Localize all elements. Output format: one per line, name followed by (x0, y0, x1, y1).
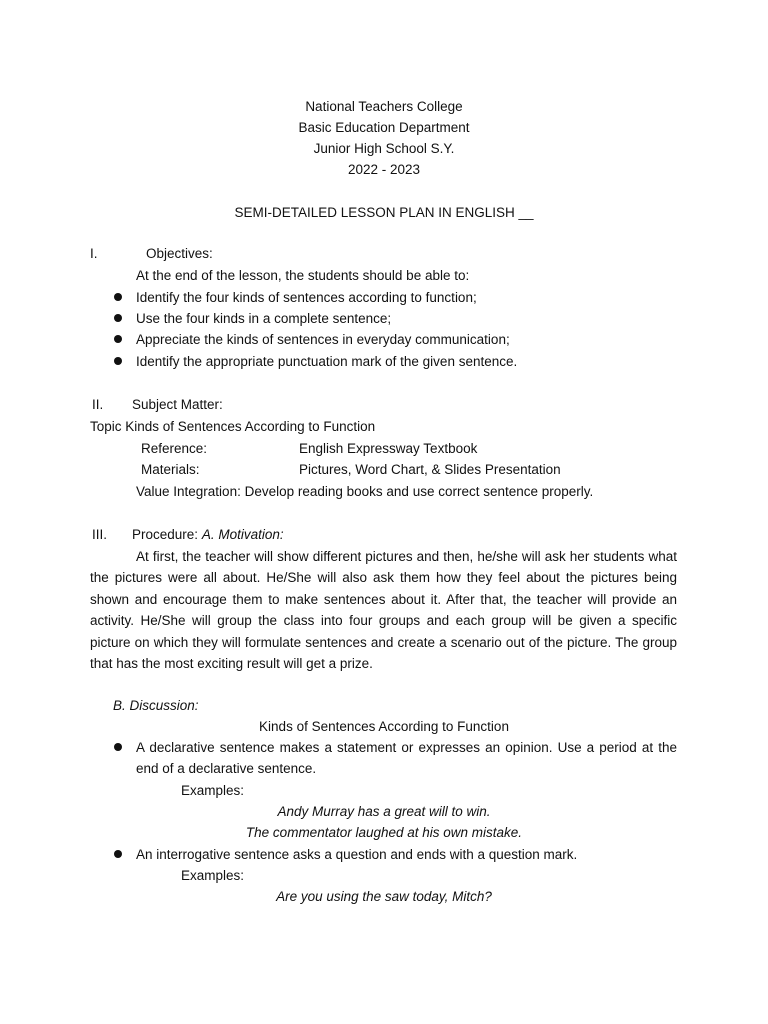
discussion-label: B. Discussion: (113, 698, 199, 713)
materials-value: Pictures, Word Chart, & Slides Presentation (299, 462, 561, 477)
declarative-definition: A declarative sentence makes a statement or expresses an opinion. Use a period at the end of a declarative sentence. (136, 740, 677, 777)
bullet-icon (114, 335, 122, 343)
school-year-label: Junior High School S.Y. (313, 141, 455, 156)
school-year: 2022 - 2023 (347, 162, 421, 177)
bullet-icon (114, 293, 122, 301)
interrogative-definition: An interrogative sentence asks a question and ends with a question mark. (136, 847, 578, 862)
plan-title: SEMI-DETAILED LESSON PLAN IN ENGLISH __ (234, 205, 534, 220)
example-sentence: Andy Murray has a great will to win. (277, 804, 491, 819)
examples-label: Examples: (181, 868, 245, 883)
examples-label: Examples: (181, 783, 245, 798)
materials-label: Materials: (141, 462, 200, 477)
department-name: Basic Education Department (298, 120, 470, 135)
objective-item: Identify the four kinds of sentences according to function; (136, 290, 477, 305)
procedure-heading (132, 524, 284, 545)
objective-item: Use the four kinds in a complete sentence; (136, 311, 392, 326)
objectives-intro: At the end of the lesson, the students should be able to: (136, 268, 470, 283)
topic-line: Topic Kinds of Sentences According to Function (90, 419, 376, 434)
reference-label: Reference: (141, 441, 208, 456)
procedure-number: III. (92, 527, 108, 542)
motivation-label: A. Motivation: (201, 527, 284, 542)
bullet-icon (114, 850, 122, 858)
subject-matter-number: II. (92, 397, 104, 412)
objective-item: Identify the appropriate punctuation mark of the given sentence. (136, 354, 518, 369)
value-integration: Value Integration: Develop reading books and use correct sentence properly. (136, 484, 594, 499)
procedure-label: Procedure: (132, 527, 199, 542)
college-name: National Teachers College (305, 99, 463, 114)
bullet-icon (114, 743, 122, 751)
example-sentence: The commentator laughed at his own mistake. (245, 825, 523, 840)
objectives-heading: Objectives: (146, 246, 213, 261)
bullet-icon (114, 314, 122, 322)
example-sentence: Are you using the saw today, Mitch? (276, 889, 492, 904)
bullet-icon (114, 357, 122, 365)
reference-value: English Expressway Textbook (299, 441, 478, 456)
objectives-number: I. (90, 246, 98, 261)
objective-item: Appreciate the kinds of sentences in everyday communication; (136, 332, 510, 347)
discussion-title: Kinds of Sentences According to Function (259, 719, 509, 734)
motivation-paragraph: At first, the teacher will show different pictures and then, he/she will ask her students what the pictures were all about. He/She will also ask them how they feel about the pictures being shown and encourage them to make sentences about it. After that, the teacher will provide an activity. He/She will group the class into four groups and each group will be given a specific picture on which they will formulate sentences and create a scenario out of the picture. The group that has the most exciting result will get a prize. (90, 549, 677, 672)
subject-matter-heading: Subject Matter: (132, 397, 223, 412)
